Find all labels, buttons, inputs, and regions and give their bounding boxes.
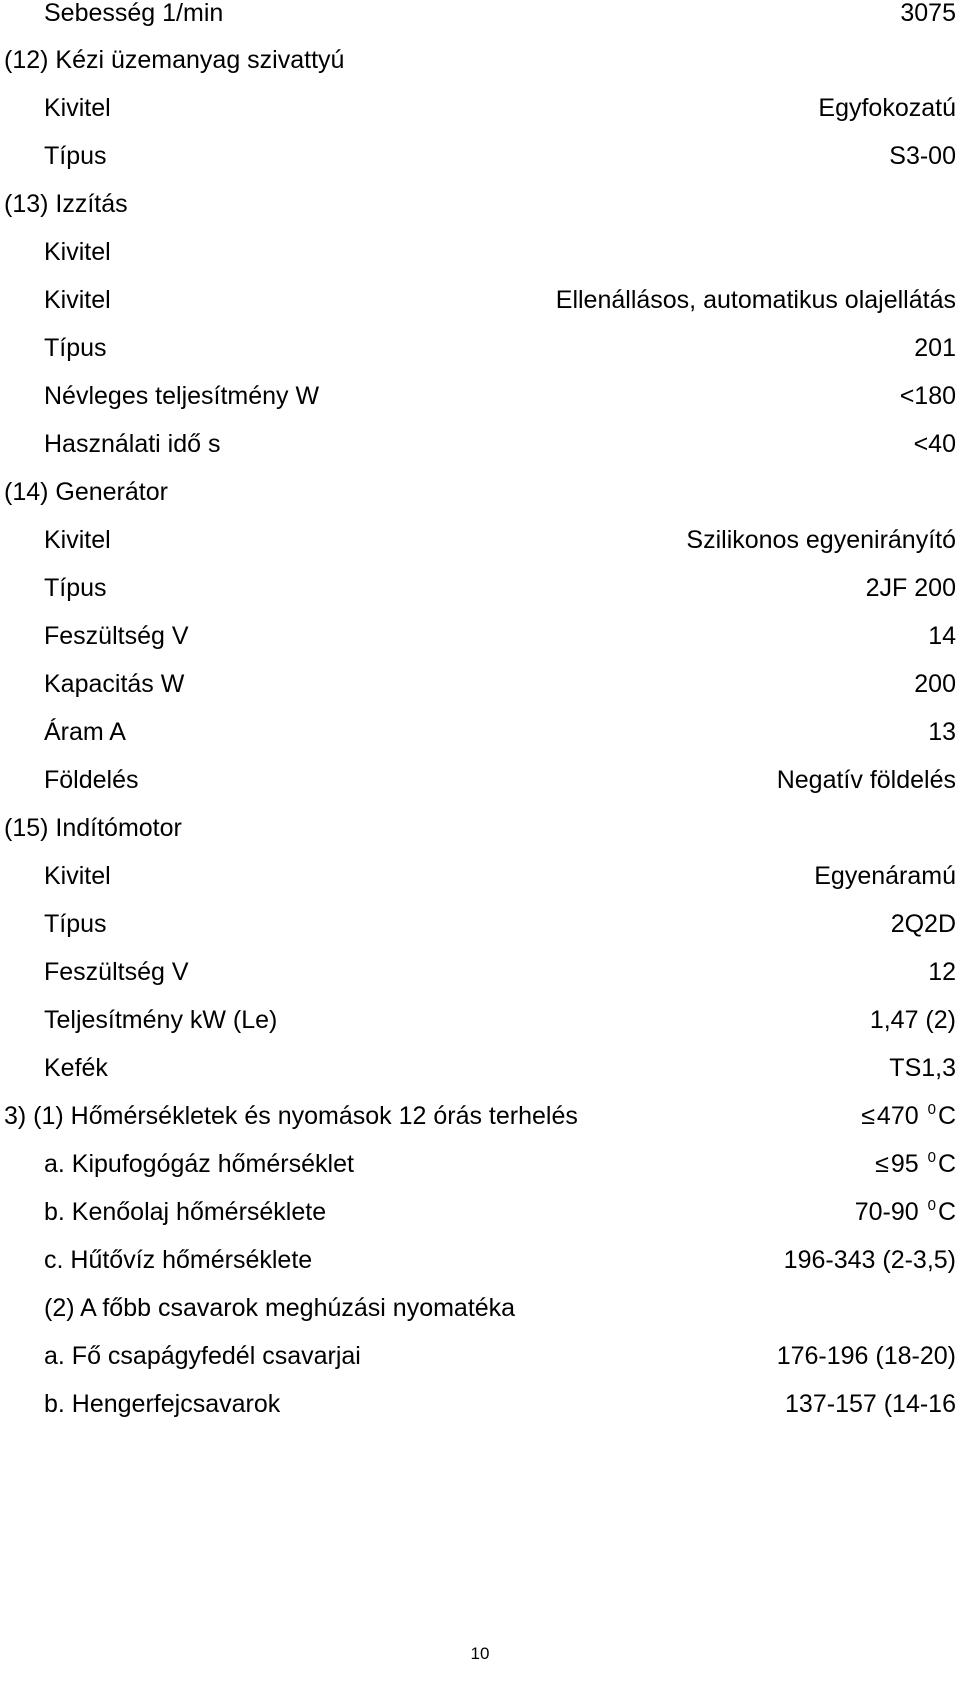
- spec-value: 2Q2D: [890, 910, 956, 938]
- spec-value: 1,47 (2): [869, 1006, 956, 1034]
- spec-value: Egyenáramú: [814, 862, 956, 890]
- spec-row: [0, 712, 960, 752]
- spec-row: [0, 520, 960, 560]
- spec-value: 3075: [900, 0, 956, 27]
- spec-label: Áram A: [44, 718, 126, 746]
- degree-superscript: 0: [927, 1101, 936, 1118]
- spec-label: Kivitel: [44, 94, 111, 122]
- section-title: (12) Kézi üzemanyag szivattyú: [4, 46, 345, 74]
- spec-row: [0, 1048, 960, 1088]
- spec-row: [0, 0, 960, 33]
- spec-value: <40: [913, 430, 956, 458]
- spec-label: Típus: [44, 910, 107, 938]
- section-title: (14) Generátor: [4, 478, 168, 506]
- section-heading: [0, 1288, 960, 1328]
- spec-value: Ellenállásos, automatikus olajellátás: [555, 286, 956, 314]
- spec-label: Feszültség V: [44, 958, 189, 986]
- spec-row: [0, 136, 960, 176]
- section-heading: [0, 1096, 960, 1136]
- spec-row: [0, 424, 960, 464]
- spec-value: 13: [928, 718, 956, 746]
- spec-label: Kefék: [44, 1054, 108, 1082]
- spec-value: 201: [914, 334, 956, 362]
- spec-row: [0, 952, 960, 992]
- spec-row: [0, 88, 960, 128]
- spec-label: Használati idő s: [44, 430, 221, 458]
- spec-label: Kapacitás W: [44, 670, 185, 698]
- spec-value: Szilikonos egyenirányító: [686, 526, 956, 554]
- spec-label: b. Hengerfejcsavarok: [44, 1390, 281, 1418]
- spec-value: 14: [928, 622, 956, 650]
- section-heading: [0, 40, 960, 80]
- spec-value: 12: [928, 958, 956, 986]
- spec-value: 2JF 200: [865, 574, 956, 602]
- less-than-or-equal-icon: ≤: [861, 1102, 875, 1130]
- temperature-value: [875, 1144, 956, 1188]
- spec-value: Negatív földelés: [776, 766, 956, 794]
- spec-label: a. Fő csapágyfedél csavarjai: [44, 1342, 361, 1370]
- temperature-unit: C: [937, 1198, 956, 1226]
- spec-label: Teljesítmény kW (Le): [44, 1006, 278, 1034]
- spec-row: [0, 1144, 960, 1184]
- spec-label: Típus: [44, 334, 107, 362]
- spec-label: Kivitel: [44, 286, 111, 314]
- spec-label: a. Kipufogógáz hőmérséklet: [44, 1150, 354, 1178]
- spec-row: [0, 280, 960, 320]
- section-title: (2) A főbb csavarok meghúzási nyomatéka: [44, 1294, 516, 1322]
- spec-value: 200: [914, 670, 956, 698]
- spec-row: [0, 856, 960, 896]
- spec-value: 137-157 (14-16: [785, 1390, 956, 1418]
- spec-label: b. Kenőolaj hőmérséklete: [44, 1198, 327, 1226]
- spec-row: [0, 232, 960, 272]
- section-title: 3) (1) Hőmérsékletek és nyomások 12 órás terhelés: [4, 1102, 578, 1130]
- spec-label: Sebesség 1/min: [44, 0, 224, 27]
- section-heading: [0, 472, 960, 512]
- spec-row: [0, 616, 960, 656]
- section-heading: [0, 808, 960, 848]
- temperature-value: [861, 1096, 956, 1140]
- spec-label: Földelés: [44, 766, 139, 794]
- temperature-unit: C: [937, 1150, 956, 1178]
- spec-row: [0, 328, 960, 368]
- spec-row: [0, 568, 960, 608]
- spec-value: TS1,3: [889, 1054, 956, 1082]
- spec-label: Típus: [44, 574, 107, 602]
- page-number: 10: [470, 1644, 490, 1663]
- temperature-number: 95: [890, 1150, 919, 1178]
- spec-row: [0, 760, 960, 800]
- spec-row: [0, 664, 960, 704]
- spec-value: 196-343 (2-3,5): [783, 1246, 956, 1274]
- temperature-number: 70-90: [854, 1198, 919, 1226]
- spec-row: [0, 1000, 960, 1040]
- spec-row: [0, 1240, 960, 1280]
- degree-superscript: 0: [927, 1197, 936, 1214]
- spec-label: Kivitel: [44, 238, 111, 266]
- spec-row: [0, 1384, 960, 1424]
- spec-label: Kivitel: [44, 862, 111, 890]
- spec-label: Névleges teljesítmény W: [44, 382, 320, 410]
- section-title: (13) Izzítás: [4, 190, 128, 218]
- temperature-unit: C: [937, 1102, 956, 1130]
- section-title: (15) Indítómotor: [4, 814, 182, 842]
- temperature-value: [855, 1192, 956, 1236]
- spec-row: [0, 904, 960, 944]
- spec-row: [0, 376, 960, 416]
- section-heading: [0, 184, 960, 224]
- spec-value: <180: [899, 382, 956, 410]
- spec-value: S3-00: [889, 142, 956, 170]
- less-than-or-equal-icon: ≤: [875, 1150, 889, 1178]
- spec-label: Típus: [44, 142, 107, 170]
- spec-row: [0, 1192, 960, 1232]
- spec-label: Kivitel: [44, 526, 111, 554]
- spec-label: c. Hűtővíz hőmérséklete: [44, 1246, 313, 1274]
- spec-row: [0, 1336, 960, 1376]
- spec-label: Feszültség V: [44, 622, 189, 650]
- spec-value: Egyfokozatú: [818, 94, 956, 122]
- temperature-number: 470: [876, 1102, 919, 1130]
- spec-value: 176-196 (18-20): [776, 1342, 956, 1370]
- degree-superscript: 0: [927, 1149, 936, 1166]
